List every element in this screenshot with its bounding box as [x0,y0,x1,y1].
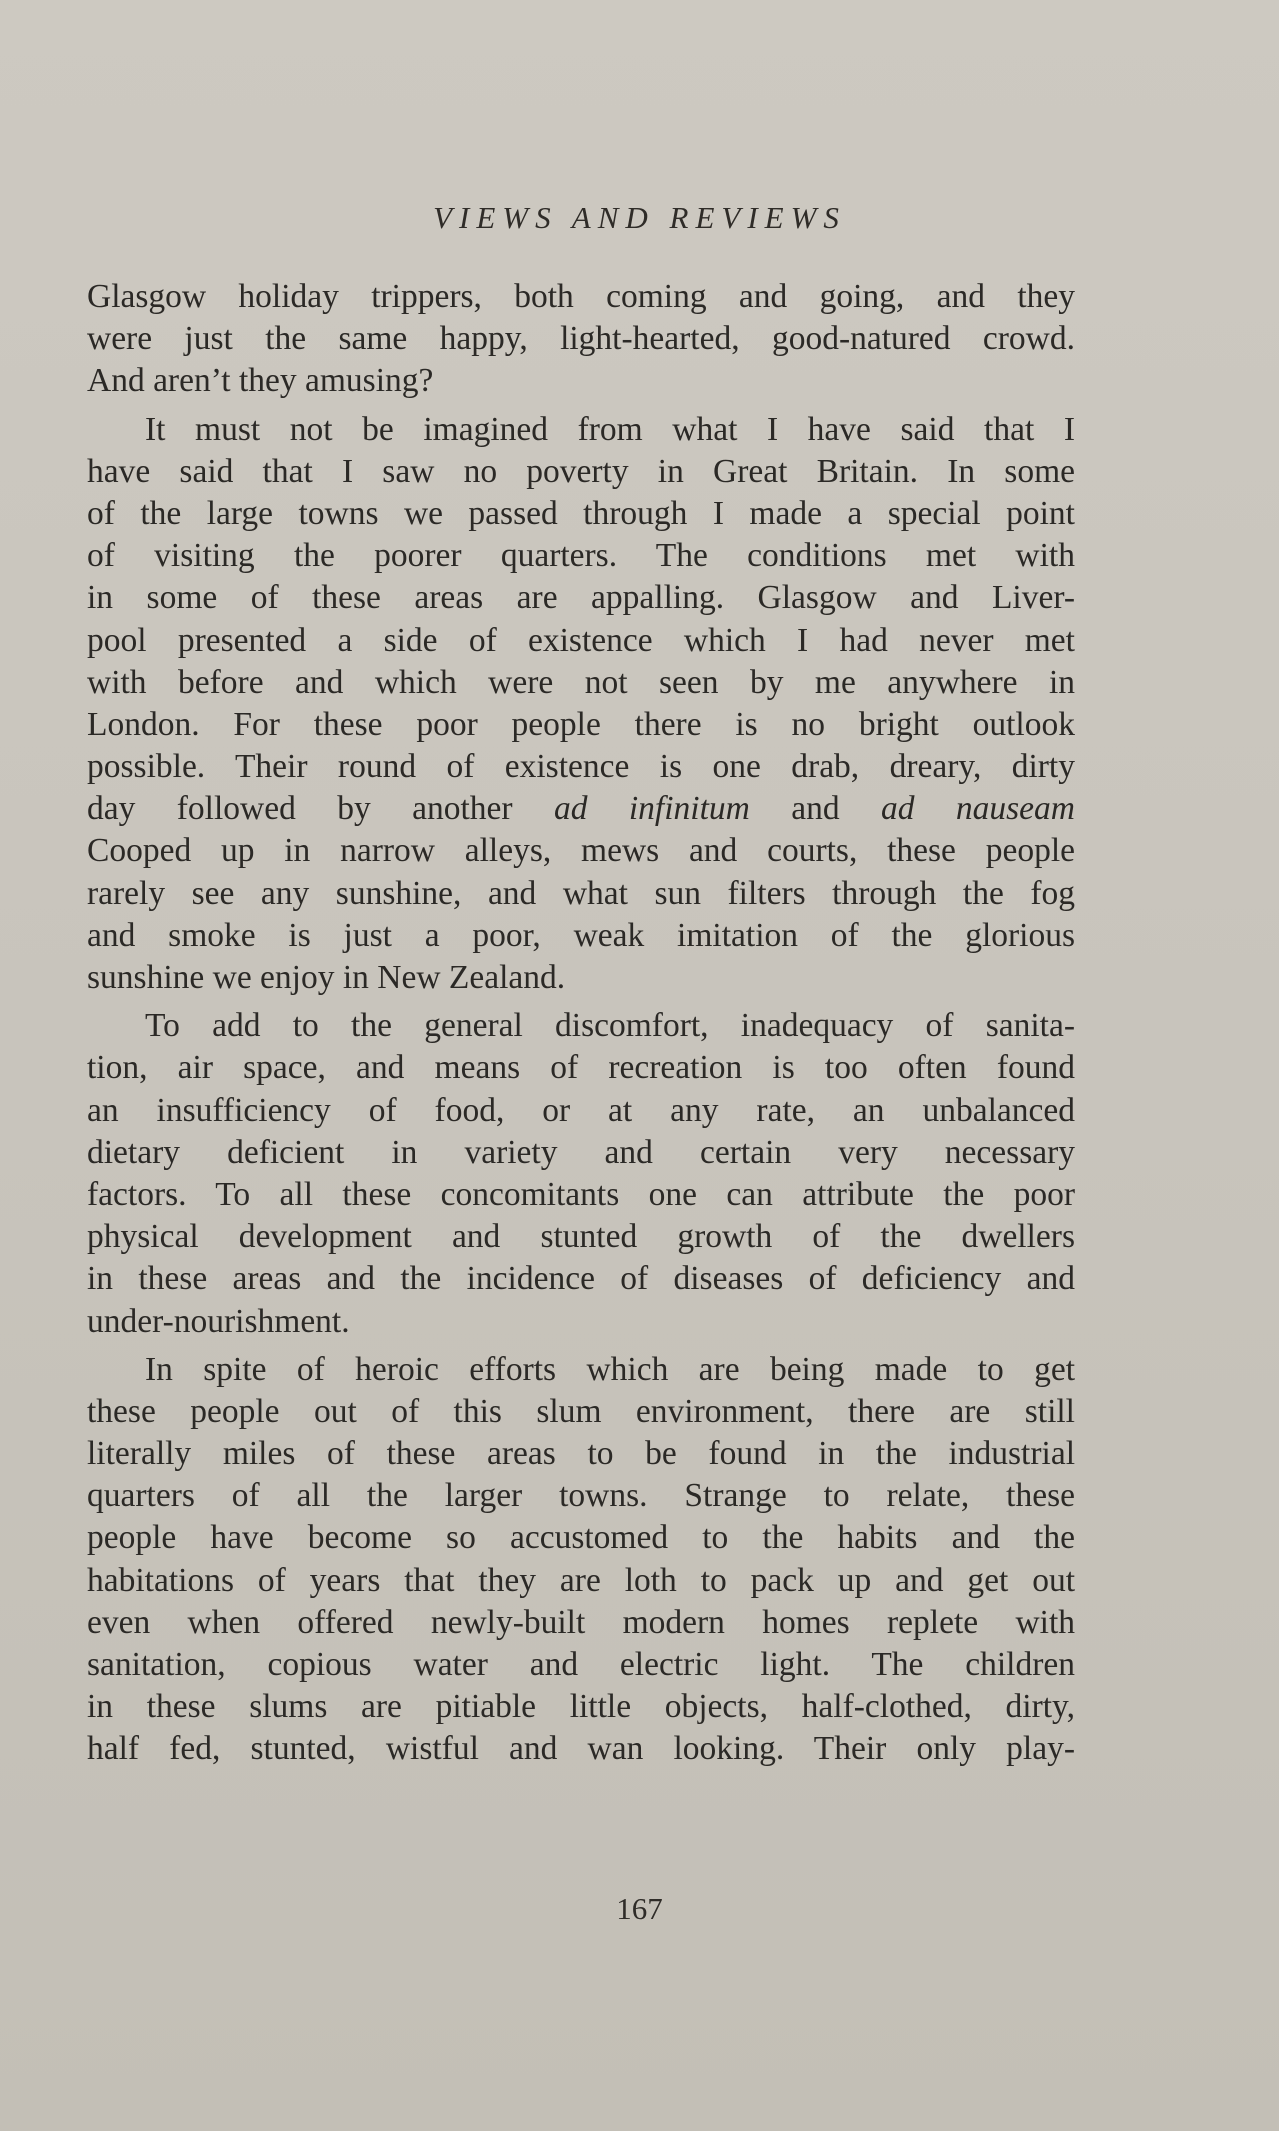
text-line: under-nourishment. [87,1302,350,1340]
text-line: these people out of this slum environment, there are still [87,1392,1075,1430]
text-line: dietary deficient in variety and certain very necessary [87,1133,1075,1171]
italic-phrase: ad infinitum [553,790,750,828]
text-line: have said that I saw no poverty in Great Britain. In some [87,452,1075,490]
text-line: literally miles of these areas to be found in the industrial [87,1435,1075,1473]
text-line: habitations of years that they are loth to pack up and get out [87,1561,1075,1599]
text-line: and smoke is just a poor, weak imitation of the glorious [87,916,1075,954]
text-line: tion, air space, and means of recreation is too often found [87,1049,1075,1087]
text-line: half fed, stunted, wistful and wan looking. Their only play- [87,1730,1075,1768]
text-line: sunshine we enjoy in New Zealand. [87,959,566,996]
text-line-with-italics [87,788,1075,830]
text-line: In spite of heroic efforts which are being made to get [145,1350,1075,1388]
italic-phrase: ad nauseam [881,790,1075,828]
text-run: and [791,790,840,828]
body-text [87,276,1075,1777]
text-line: people have become so accustomed to the habits and the [87,1519,1075,1557]
text-line: It must not be imagined from what I have said that I [145,410,1075,448]
text-line: in these areas and the incidence of diseases of deficiency and [87,1260,1075,1298]
paragraph-3 [87,1005,1075,1343]
text-line: pool presented a side of existence which I had never met [87,621,1075,659]
text-line: even when offered newly-built modern homes replete with [87,1603,1075,1641]
text-line: And aren’t they amusing? [87,362,434,400]
text-line: physical development and stunted growth of the dwellers [87,1218,1075,1256]
text-line: rarely see any sunshine, and what sun filters through the fog [87,874,1075,912]
text-line: of visiting the poorer quarters. The conditions met with [87,537,1075,575]
page-number: 167 [616,1891,663,1926]
text-line: an insufficiency of food, or at any rate, an unbalanced [87,1091,1075,1129]
text-line: were just the same happy, light-hearted, good-natured crowd. [87,320,1075,358]
text-line: sanitation, copious water and electric light. The children [87,1646,1075,1683]
text-line: of the large towns we passed through I made a special point [87,494,1075,532]
text-line: Glasgow holiday trippers, both coming and going, and they [87,278,1075,315]
text-line: in some of these areas are appalling. Glasgow and Liver- [87,579,1075,617]
text-line: possible. Their round of existence is one drab, dreary, dirty [87,748,1075,786]
text-line: quarters of all the larger towns. Strange to relate, these [87,1477,1075,1515]
text-line: Cooped up in narrow alleys, mews and courts, these people [87,832,1075,870]
text-line: factors. To all these concomitants one can attribute the poor [87,1175,1075,1213]
paragraph-1 [87,276,1075,403]
running-head: VIEWS AND REVIEWS [433,200,846,235]
text-run: day followed by another [87,790,513,828]
text-line: London. For these poor people there is no bright outlook [87,705,1075,743]
paragraph-4 [87,1349,1075,1771]
text-line: in these slums are pitiable little objects, half-clothed, dirty, [87,1688,1075,1726]
paragraph-2 [87,409,1075,1000]
text-line: with before and which were not seen by me anywhere in [87,663,1075,701]
text-line: To add to the general discomfort, inadequacy of sanita- [145,1007,1075,1045]
